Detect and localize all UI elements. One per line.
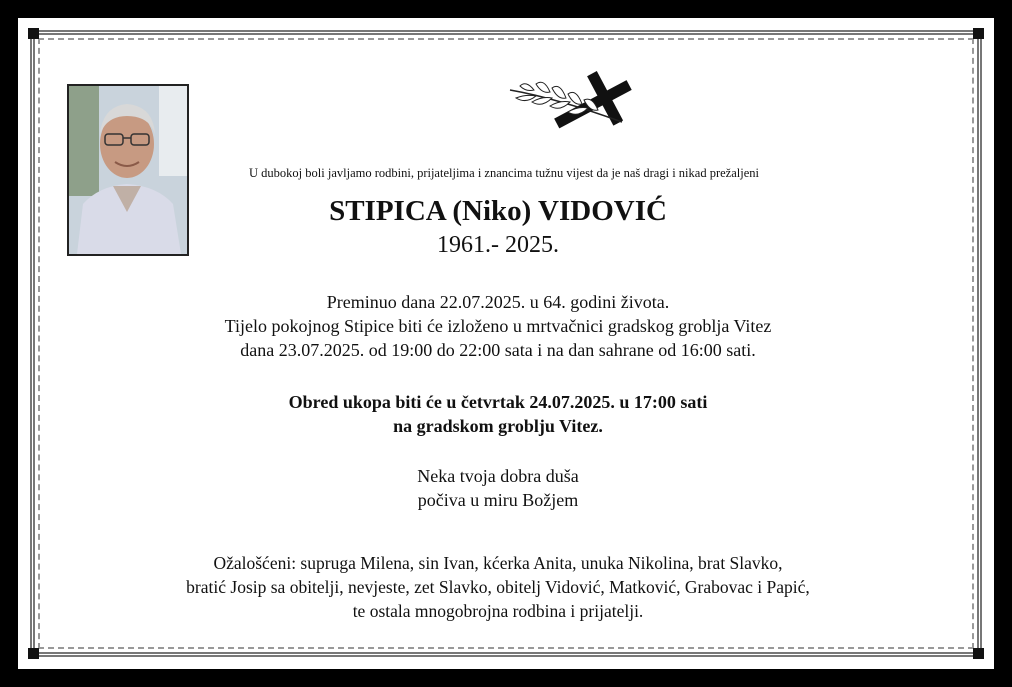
border-corner	[28, 28, 39, 39]
details-line: Preminuo dana 22.07.2025. u 64. godini života.	[326, 292, 670, 312]
death-details	[118, 290, 878, 362]
prayer-text	[118, 464, 878, 512]
prayer-line: počiva u miru Božjem	[417, 490, 579, 510]
portrait-photo	[67, 84, 189, 256]
mourners-line: te ostala mnogobrojna rodbina i prijatelji.	[352, 601, 644, 621]
mourners-list	[118, 551, 878, 623]
border-corner	[28, 648, 39, 659]
burial-line: Obred ukopa biti će u četvrtak 24.07.2025. u 17:00 sati	[288, 392, 708, 412]
details-line: dana 23.07.2025. od 19:00 do 22:00 sata i na dan sahrane od 16:00 sati.	[240, 340, 756, 360]
obituary-card	[18, 18, 994, 669]
prayer-line: Neka tvoja dobra duša	[417, 466, 579, 486]
burial-announcement	[118, 390, 878, 438]
burial-line: na gradskom groblju Vitez.	[393, 416, 603, 436]
border-corner	[973, 648, 984, 659]
details-line: Tijelo pokojnog Stipice biti će izloženo u mrtvačnici gradskog groblja Vitez	[224, 316, 772, 336]
deceased-name: STIPICA (Niko) VIDOVIĆ	[329, 195, 667, 227]
mourners-line: bratić Josip sa obitelji, nevjeste, zet Slavko, obitelj Vidović, Matković, Grabovac i Papić,	[186, 577, 810, 597]
life-years: 1961.- 2025.	[437, 232, 559, 258]
intro-text: U dubokoj boli javljamo rodbini, prijateljima i znancima tužnu vijest da je naš dragi i nikad prežaljeni	[249, 166, 759, 180]
cross-with-palm-branch-icon	[506, 68, 641, 133]
border-corner	[973, 28, 984, 39]
mourners-line: Ožalošćeni: supruga Milena, sin Ivan, kćerka Anita, unuka Nikolina, brat Slavko,	[213, 553, 783, 573]
